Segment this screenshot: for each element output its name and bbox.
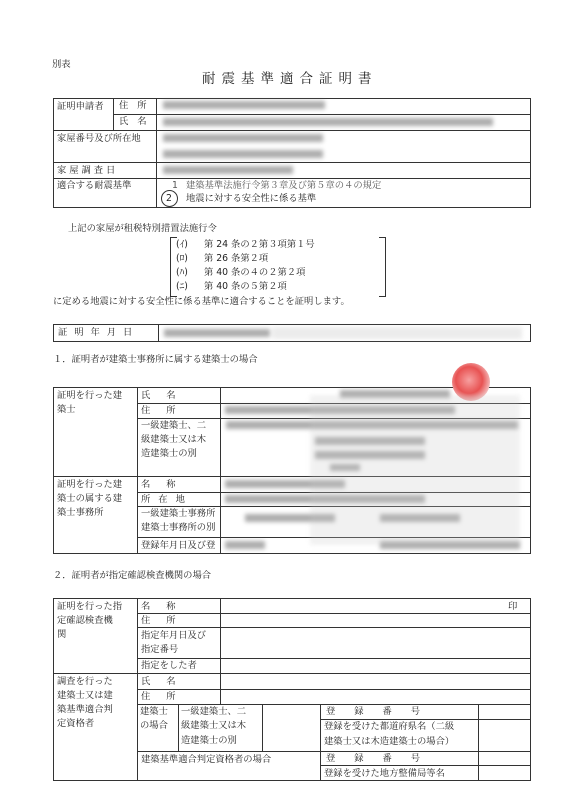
- surveyor-name-label: 氏名: [141, 676, 192, 687]
- redacted-applicant-name: [163, 118, 493, 126]
- surveyor-address-label: 住所: [141, 691, 192, 702]
- architect-label-1: 証明を行った建: [57, 390, 123, 401]
- reg-number2-label: 登 録 番 号: [326, 753, 429, 764]
- law-item-text: 第 24 条の２第３項第１号: [204, 239, 315, 250]
- smudge: [310, 395, 520, 545]
- surveyor-label-4: 定資格者: [57, 718, 95, 729]
- architect-case-label-2: の場合: [140, 720, 168, 731]
- applicant-address-label: 住 所: [119, 100, 150, 111]
- architect-class-label-3: 造建築士の別: [141, 448, 197, 459]
- surveyor-label-2: 建築士又は建: [57, 690, 113, 701]
- agency-label-3: 関: [57, 629, 67, 640]
- law-item-mark: (ﾛ): [176, 253, 188, 264]
- agency-address-label: 住所: [141, 615, 192, 626]
- reg-bureau-label: 登録を受けた地方整備局等名: [324, 768, 445, 779]
- redacted-cert-date: [164, 329, 270, 337]
- agency-name-label: 名称: [141, 601, 192, 612]
- arch-class-label-3: 造建築士の別: [181, 735, 237, 746]
- standard-label: 適合する耐震基準: [57, 180, 132, 191]
- house-number-label: 家屋番号及び所在地: [57, 133, 141, 144]
- redacted-office-reg-2: [225, 541, 265, 549]
- office-location-label: 所在地: [141, 494, 193, 505]
- appendix-label: 別表: [52, 59, 71, 70]
- reg-number-label: 登 録 番 号: [326, 706, 429, 717]
- smudge: [272, 327, 522, 339]
- cert-date-label: 証 明 年 月 日: [58, 327, 135, 338]
- reg-prefecture-label-2: 建築士又は木造建築士の場合）: [324, 736, 455, 747]
- option2-number: 2: [166, 193, 172, 204]
- office-reg-label: 登録年月日及び登: [141, 540, 216, 551]
- law-item-mark: (ﾊ): [176, 267, 188, 278]
- architect-case-label-1: 建築士: [140, 706, 168, 717]
- redacted-house-number-1: [163, 134, 323, 142]
- surveyor-label-1: 調査を行った: [57, 676, 113, 687]
- designator-label: 指定をした者: [141, 660, 197, 671]
- agency-label-2: 定確認検査機: [57, 615, 113, 626]
- reg-prefecture-label-1: 登録を受けた都道府県名（二級: [324, 721, 455, 732]
- surveyor-label-3: 築基準適合判: [57, 704, 113, 715]
- option2-text: 地震に対する安全性に係る基準: [186, 193, 317, 204]
- office-label-2: 築士の属する建: [57, 493, 123, 504]
- page-title: 耐震基準適合証明書: [202, 71, 378, 87]
- office-label-1: 証明を行った建: [57, 479, 123, 490]
- office-class-label-2: 建築士事務所の別: [141, 522, 216, 533]
- option1-number: 1: [172, 180, 178, 191]
- law-intro: 上記の家屋が租税特別措置法施行令: [68, 223, 217, 234]
- section2-heading: ２．証明者が指定確認検査機関の場合: [53, 570, 212, 581]
- judge-case-label: 建築基準適合判定資格者の場合: [141, 754, 272, 765]
- office-class-label-1: 一級建築士事務所: [141, 508, 216, 519]
- architect-name-label: 氏名: [141, 390, 192, 401]
- agency-label-1: 証明を行った指: [57, 601, 123, 612]
- right-brace: [379, 237, 386, 297]
- law-item-text: 第 26 条第２項: [204, 253, 269, 264]
- architect-address-label: 住所: [141, 405, 192, 416]
- arch-class-label-2: 級建築士又は木: [181, 720, 247, 731]
- designation-label-1: 指定年月日及び: [141, 630, 207, 641]
- redacted-applicant-address: [163, 101, 325, 109]
- arch-class-label-1: 一級建築士、二: [181, 706, 247, 717]
- law-item-mark: (ｲ): [176, 239, 188, 250]
- redacted-house-number-2: [163, 150, 323, 158]
- architect-label-2: 築士: [57, 404, 76, 415]
- applicant-name-label: 氏 名: [119, 116, 150, 127]
- redacted-survey-date: [163, 166, 293, 174]
- architect-class-label-1: 一級建築士、二: [141, 420, 207, 431]
- seal-mark: 印: [508, 601, 518, 612]
- office-name-label: 名称: [141, 479, 192, 490]
- section1-heading: １．証明者が建築士事務所に属する建築士の場合: [53, 354, 258, 365]
- law-item-text: 第 40 条の５第２項: [204, 281, 287, 292]
- designation-label-2: 指定番号: [141, 644, 179, 655]
- office-label-3: 築士事務所: [57, 507, 104, 518]
- law-item-text: 第 40 条の４の２第２項: [204, 267, 306, 278]
- applicant-label: 証明申請者: [57, 101, 104, 112]
- option1-text: 建築基準法施行令第３章及び第５章の４の規定: [186, 180, 382, 191]
- law-item-mark: (ﾆ): [176, 281, 188, 292]
- survey-date-label: 家 屋 調 査 日: [57, 165, 116, 176]
- certification-statement: に定める地震に対する安全性に係る基準に適合することを証明します。: [53, 296, 350, 307]
- architect-class-label-2: 級建築士又は木: [141, 434, 207, 445]
